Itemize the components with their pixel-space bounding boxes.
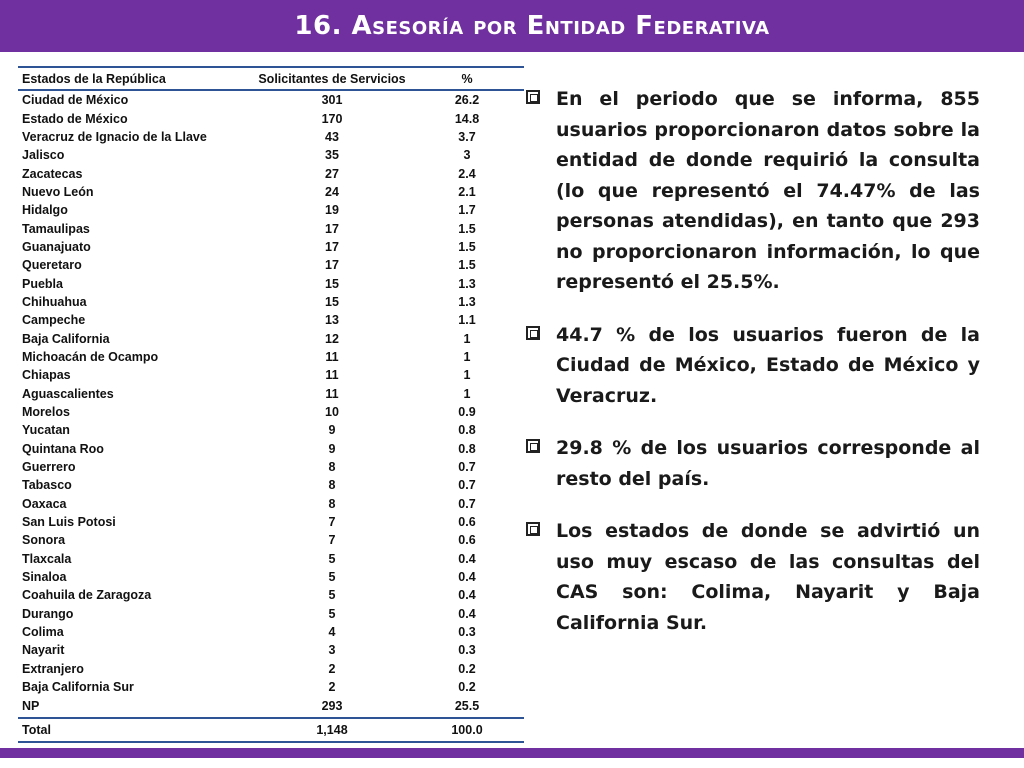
bullet-text: 44.7 % de los usuarios fueron de la Ciudad de México, Estado de México y Veracruz. (556, 323, 980, 407)
table-row (18, 91, 524, 109)
state-cell: Chiapas (22, 368, 71, 383)
table-row (18, 586, 524, 604)
table-row (18, 385, 524, 403)
state-cell: Guerrero (22, 460, 76, 475)
percent-cell: 0.7 (458, 478, 476, 493)
state-cell: Baja California (22, 331, 110, 346)
count-cell: 19 (325, 203, 339, 218)
state-cell: Tabasco (22, 478, 72, 493)
state-cell: Ciudad de México (22, 93, 129, 108)
count-cell: 13 (325, 313, 339, 328)
total-label: Total (22, 722, 51, 737)
count-cell: 35 (325, 148, 339, 163)
table-row (18, 366, 524, 384)
table-row (18, 146, 524, 164)
bullet-text: 29.8 % de los usuarios corresponde al resto del país. (556, 437, 980, 490)
percent-cell: 0.7 (458, 460, 476, 475)
percent-cell: 26.2 (454, 93, 480, 108)
state-cell: Oaxaca (22, 496, 67, 511)
state-cell: Hidalgo (22, 203, 68, 218)
percent-cell: 1 (463, 386, 471, 401)
percent-cell: 0.4 (458, 570, 476, 585)
count-cell: 7 (328, 533, 336, 548)
bullet-list (526, 84, 982, 660)
checkbox-bullet-icon (526, 439, 540, 453)
count-cell: 24 (325, 184, 339, 199)
percent-cell: 0.8 (458, 423, 476, 438)
percent-cell: 1.5 (458, 221, 476, 236)
table-row (18, 109, 524, 127)
state-cell: Michoacán de Ocampo (22, 349, 159, 364)
header-requesters: Solicitantes de Servicios (258, 72, 406, 86)
percent-cell: 0.4 (458, 606, 476, 621)
count-cell: 27 (325, 166, 339, 181)
percent-cell: 0.8 (458, 441, 476, 456)
state-cell: Colima (22, 625, 64, 640)
count-cell: 8 (328, 460, 336, 475)
count-cell: 15 (325, 294, 339, 309)
count-cell: 5 (328, 570, 336, 585)
table-top-rule (18, 66, 524, 68)
count-cell: 9 (328, 423, 336, 438)
percent-cell: 0.3 (458, 625, 476, 640)
state-cell: Guanajuato (22, 239, 91, 254)
percent-cell: 1.3 (458, 294, 476, 309)
count-cell: 8 (328, 496, 336, 511)
table-row (18, 440, 524, 458)
percent-cell: 0.4 (458, 551, 476, 566)
table-row (18, 403, 524, 421)
state-cell: Yucatan (22, 423, 70, 438)
count-cell: 293 (321, 698, 343, 713)
count-cell: 43 (325, 129, 339, 144)
table-row (18, 348, 524, 366)
percent-cell: 14.8 (454, 111, 480, 126)
count-cell: 2 (328, 680, 336, 695)
table-row (18, 513, 524, 531)
count-cell: 12 (325, 331, 339, 346)
state-cell: Campeche (22, 313, 86, 328)
percent-cell: 0.9 (458, 405, 476, 420)
table-row (18, 476, 524, 494)
percent-cell: 1.7 (458, 203, 476, 218)
table-row (18, 458, 524, 476)
table-row (18, 623, 524, 641)
state-cell: Extranjero (22, 661, 84, 676)
percent-cell: 1 (463, 368, 471, 383)
state-cell: NP (22, 698, 40, 713)
table-row (18, 329, 524, 347)
table-row (18, 311, 524, 329)
state-cell: Nuevo León (22, 184, 94, 199)
table-row (18, 421, 524, 439)
table-total-row (18, 717, 524, 743)
count-cell: 11 (325, 368, 339, 383)
state-cell: Sonora (22, 533, 66, 548)
state-cell: Jalisco (22, 148, 65, 163)
bullet-item (526, 516, 982, 638)
table-row (18, 201, 524, 219)
table-row (18, 531, 524, 549)
percent-cell: 1.1 (458, 313, 476, 328)
state-cell: Estado de México (22, 111, 128, 126)
table-row (18, 256, 524, 274)
percent-cell: 0.7 (458, 496, 476, 511)
percent-cell: 1 (463, 331, 471, 346)
count-cell: 17 (325, 221, 339, 236)
count-cell: 5 (328, 551, 336, 566)
state-cell: Baja California Sur (22, 680, 134, 695)
count-cell: 5 (328, 588, 336, 603)
states-table (18, 66, 524, 743)
state-cell: Aguascalientes (22, 386, 114, 401)
percent-cell: 0.3 (458, 643, 476, 658)
table-row (18, 274, 524, 292)
checkbox-bullet-icon (526, 90, 540, 104)
state-cell: Sinaloa (22, 570, 67, 585)
count-cell: 11 (325, 349, 339, 364)
bullet-text: Los estados de donde se advirtió un uso muy escaso de las consultas del CAS son: Colima, Nayarit y Baja California Sur. (556, 520, 980, 634)
percent-cell: 0.2 (458, 661, 476, 676)
percent-cell: 3.7 (458, 129, 476, 144)
percent-cell: 1.5 (458, 258, 476, 273)
state-cell: Tlaxcala (22, 551, 72, 566)
percent-cell: 0.2 (458, 680, 476, 695)
count-cell: 5 (328, 606, 336, 621)
checkbox-bullet-icon (526, 522, 540, 536)
count-cell: 15 (325, 276, 339, 291)
table-row (18, 696, 524, 714)
count-cell: 3 (328, 643, 336, 658)
count-cell: 8 (328, 478, 336, 493)
table-row (18, 641, 524, 659)
percent-cell: 2.1 (458, 184, 476, 199)
table-row (18, 183, 524, 201)
state-cell: Morelos (22, 405, 70, 420)
state-cell: Durango (22, 606, 74, 621)
table-row (18, 164, 524, 182)
bullet-item (526, 433, 982, 494)
total-count: 1,148 (316, 722, 348, 737)
percent-cell: 0.6 (458, 533, 476, 548)
percent-cell: 1.5 (458, 239, 476, 254)
count-cell: 4 (328, 625, 336, 640)
checkbox-bullet-icon (526, 326, 540, 340)
percent-cell: 25.5 (454, 698, 480, 713)
table-row (18, 605, 524, 623)
state-cell: Quintana Roo (22, 441, 104, 456)
total-percent: 100.0 (451, 722, 483, 737)
bottom-bar (0, 748, 1024, 758)
count-cell: 11 (325, 386, 339, 401)
percent-cell: 3 (463, 148, 471, 163)
title-bar (0, 0, 1024, 52)
state-cell: Nayarit (22, 643, 65, 658)
table-row (18, 293, 524, 311)
table-row (18, 128, 524, 146)
percent-cell: 0.4 (458, 588, 476, 603)
state-cell: Queretaro (22, 258, 82, 273)
percent-cell: 1.3 (458, 276, 476, 291)
percent-cell: 2.4 (458, 166, 476, 181)
count-cell: 9 (328, 441, 336, 456)
count-cell: 170 (321, 111, 343, 126)
count-cell: 17 (325, 258, 339, 273)
bullet-item (526, 84, 982, 298)
table-row (18, 550, 524, 568)
state-cell: Veracruz de Ignacio de la Llave (22, 129, 207, 144)
count-cell: 17 (325, 239, 339, 254)
percent-cell: 1 (463, 349, 471, 364)
table-row (18, 219, 524, 237)
state-cell: Coahuila de Zaragoza (22, 588, 152, 603)
count-cell: 301 (321, 93, 343, 108)
header-percent: % (461, 72, 473, 86)
state-cell: Chihuahua (22, 294, 87, 309)
table-row (18, 678, 524, 696)
table-row (18, 568, 524, 586)
count-cell: 10 (325, 405, 339, 420)
state-cell: Zacatecas (22, 166, 83, 181)
count-cell: 7 (328, 515, 336, 530)
bullet-item (526, 320, 982, 412)
header-states: Estados de la República (22, 72, 166, 86)
table-body (18, 91, 524, 715)
table-row (18, 238, 524, 256)
bullet-text: En el periodo que se informa, 855 usuarios proporcionaron datos sobre la entidad de donde requirió la consulta (lo que representó el 74.47% de las personas atendidas), en tanto que 293 no proporcionaron información, lo que representó el 25.5%. (556, 88, 980, 293)
slide-title: 16. Asesoría por Entidad Federativa (294, 11, 770, 41)
table-header-row (18, 69, 524, 91)
percent-cell: 0.6 (458, 515, 476, 530)
table-row (18, 495, 524, 513)
state-cell: Puebla (22, 276, 63, 291)
state-cell: Tamaulipas (22, 221, 90, 236)
table-row (18, 660, 524, 678)
state-cell: San Luis Potosi (22, 515, 116, 530)
count-cell: 2 (328, 661, 336, 676)
